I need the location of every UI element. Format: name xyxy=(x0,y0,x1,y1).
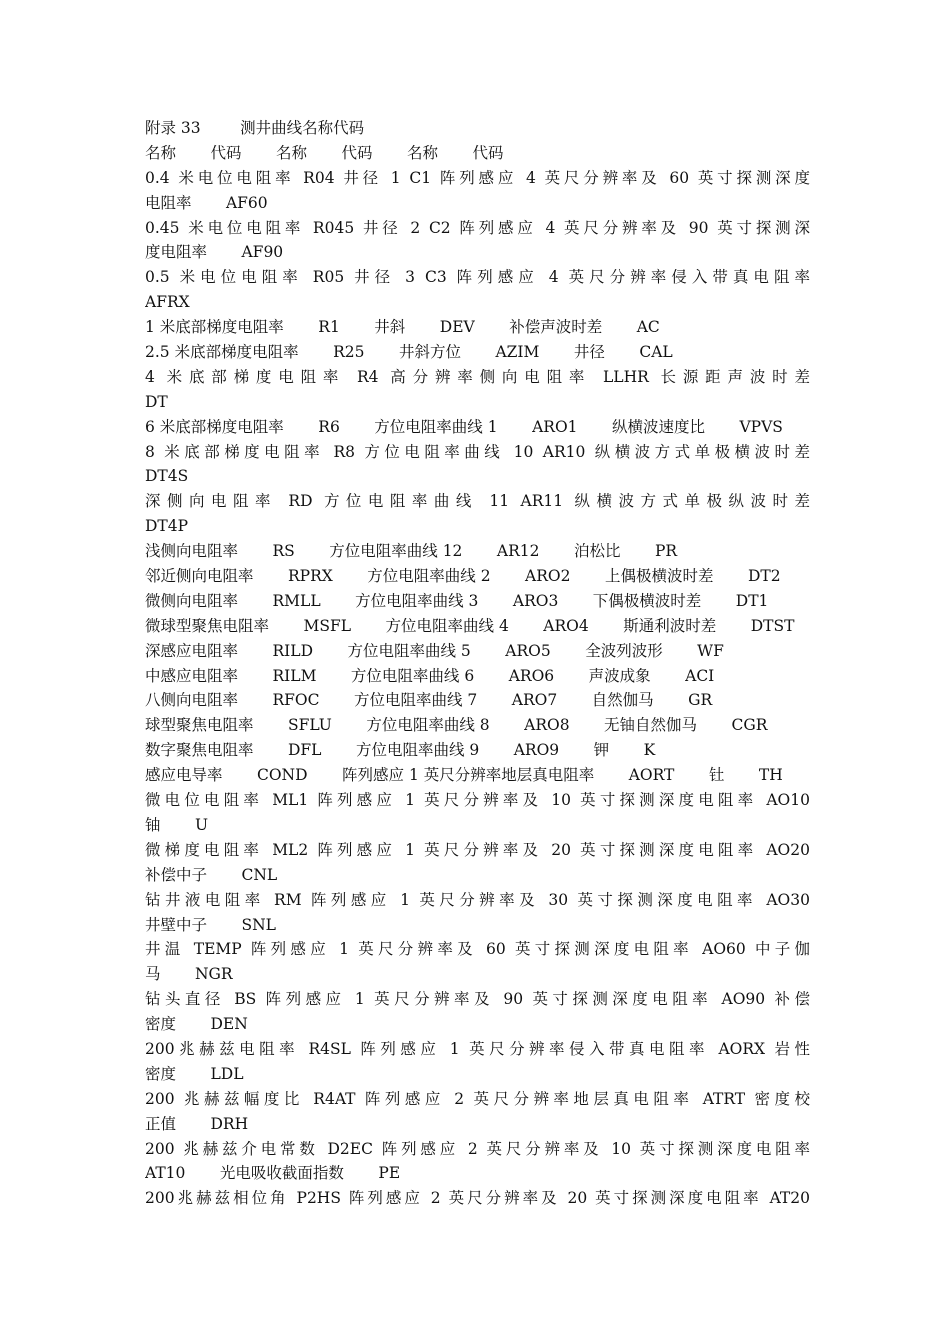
text-line: 正值 DRH xyxy=(145,1114,249,1133)
text-line: 马 NGR xyxy=(145,965,233,984)
text-line: 井温 TEMP 阵列感应 1 英尺分辨率及 60 英寸探测深度电阻率 AO60 中子伽 xyxy=(145,940,810,959)
text-line: AT10 光电吸收截面指数 PE xyxy=(145,1164,401,1183)
text-line: 微侧向电阻率 RMLL 方位电阻率曲线 3 ARO3 下偶极横波时差 DT1 xyxy=(145,591,769,610)
text-line: 深侧向电阻率 RD 方位电阻率曲线 11 AR11 纵横波方式单极纵波时差 xyxy=(145,492,810,511)
text-line: 八侧向电阻率 RFOC 方位电阻率曲线 7 ARO7 自然伽马 GR xyxy=(145,691,713,710)
text-line: 200兆赫兹相位角 P2HS 阵列感应 2 英尺分辨率及 20 英寸探测深度电阻率 AT20 xyxy=(145,1189,810,1208)
text-line: 密度 DEN xyxy=(145,1015,248,1034)
text-line: 1 米底部梯度电阻率 R1 井斜 DEV 补偿声波时差 AC xyxy=(145,318,660,337)
text-line: 200 兆赫兹幅度比 R4AT 阵列感应 2 英尺分辨率地层真电阻率 ATRT 密度校 xyxy=(145,1089,810,1108)
text-line: 度电阻率 AF90 xyxy=(145,243,284,262)
text-line: 铀 U xyxy=(145,815,209,834)
text-line: DT4S xyxy=(145,467,189,486)
text-line: 浅侧向电阻率 RS 方位电阻率曲线 12 AR12 泊松比 PR xyxy=(145,542,678,561)
text-line: 补偿中子 CNL xyxy=(145,865,278,884)
text-line: 球型聚焦电阻率 SFLU 方位电阻率曲线 8 ARO8 无铀自然伽马 CGR xyxy=(145,716,768,735)
text-line: 微电位电阻率 ML1 阵列感应 1 英尺分辨率及 10 英寸探测深度电阻率 AO10 xyxy=(145,791,810,810)
text-line: 0.5 米电位电阻率 R05 井径 3 C3 阵列感应 4 英尺分辨率侵入带真电阻率 xyxy=(145,268,810,287)
text-line: 电阻率 AF60 xyxy=(145,193,268,212)
text-line: 数字聚焦电阻率 DFL 方位电阻率曲线 9 ARO9 钾 K xyxy=(145,741,656,760)
text-line: 200 兆赫兹介电常数 D2EC 阵列感应 2 英尺分辨率及 10 英寸探测深度电阻率 xyxy=(145,1139,810,1158)
text-line: 钻头直径 BS 阵列感应 1 英尺分辨率及 90 英寸探测深度电阻率 AO90 补偿 xyxy=(145,990,810,1009)
text-line: 感应电导率 COND 阵列感应 1 英尺分辨率地层真电阻率 AORT 钍 TH xyxy=(145,766,783,785)
text-line: 密度 LDL xyxy=(145,1064,244,1083)
text-line: DT4P xyxy=(145,517,189,536)
text-line: 井壁中子 SNL xyxy=(145,915,276,934)
column-header-line: 名称 代码 名称 代码 名称 代码 xyxy=(145,143,504,162)
text-line: 2.5 米底部梯度电阻率 R25 井斜方位 AZIM 井径 CAL xyxy=(145,343,673,362)
text-line: 深感应电阻率 RILD 方位电阻率曲线 5 ARO5 全波列波形 WF xyxy=(145,641,724,660)
text-line: 微梯度电阻率 ML2 阵列感应 1 英尺分辨率及 20 英寸探测深度电阻率 AO20 xyxy=(145,840,810,859)
text-line: 4 米底部梯度电阻率 R4 高分辨率侧向电阻率 LLHR 长源距声波时差 xyxy=(145,367,810,386)
text-line: DT xyxy=(145,392,168,411)
text-line: 邻近侧向电阻率 RPRX 方位电阻率曲线 2 ARO2 上偶极横波时差 DT2 xyxy=(145,567,781,586)
text-line: 0.4 米电位电阻率 R04 井径 1 C1 阵列感应 4 英尺分辨率及 60 英寸探测深度 xyxy=(145,168,810,187)
document-page xyxy=(145,116,810,1211)
text-line: AFRX xyxy=(145,293,190,312)
text-line: 中感应电阻率 RILM 方位电阻率曲线 6 ARO6 声波成象 ACI xyxy=(145,666,715,685)
text-line: 微球型聚焦电阻率 MSFL 方位电阻率曲线 4 ARO4 斯通利波时差 DTST xyxy=(145,616,795,635)
document-title: 附录 33 测井曲线名称代码 xyxy=(145,119,365,137)
text-line: 0.45 米电位电阻率 R045 井径 2 C2 阵列感应 4 英尺分辨率及 90 英寸探测深 xyxy=(145,218,810,237)
text-line: 8 米底部梯度电阻率 R8 方位电阻率曲线 10 AR10 纵横波方式单极横波时差 xyxy=(145,442,810,461)
text-line: 200兆赫兹电阻率 R4SL 阵列感应 1 英尺分辨率侵入带真电阻率 AORX 岩性 xyxy=(145,1039,810,1058)
text-line: 6 米底部梯度电阻率 R6 方位电阻率曲线 1 ARO1 纵横波速度比 VPVS xyxy=(145,417,783,436)
text-line: 钻井液电阻率 RM 阵列感应 1 英尺分辨率及 30 英寸探测深度电阻率 AO30 xyxy=(145,890,810,909)
